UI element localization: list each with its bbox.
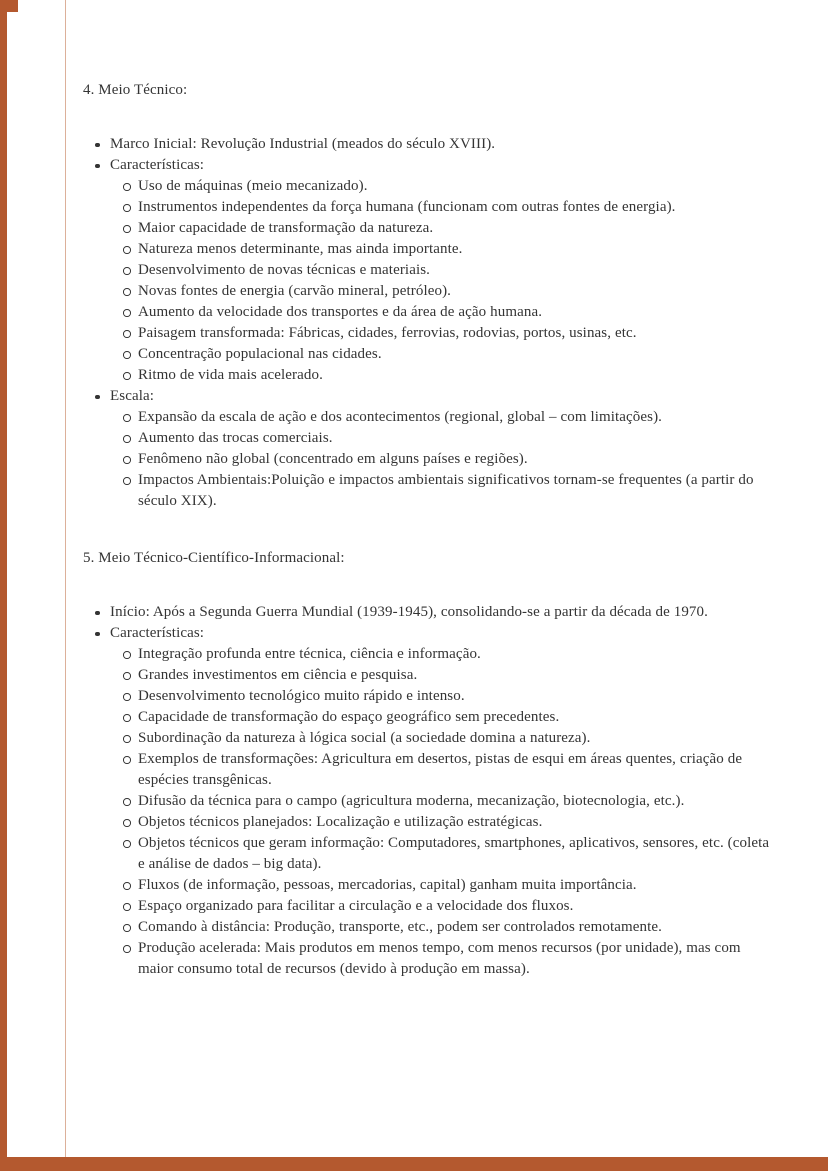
list-item-group xyxy=(83,134,772,155)
bullet-circle-icon xyxy=(123,728,138,749)
bullet-circle-icon xyxy=(123,218,138,239)
bullet-circle-icon xyxy=(123,323,138,344)
list-item-text: Exemplos de transformações: Agricultura em desertos, pistas de esqui em áreas quentes, criação de espécies transgênicas. xyxy=(138,751,743,788)
list-item-group xyxy=(83,302,772,323)
section-list xyxy=(83,602,772,980)
bullet-dot-icon xyxy=(95,602,110,623)
bullet-circle-icon xyxy=(123,686,138,707)
list-item xyxy=(83,470,772,512)
list-item-text: Escala: xyxy=(110,388,155,404)
list-item-group xyxy=(83,665,772,686)
bullet-circle-icon xyxy=(123,428,138,449)
bullet-circle-icon xyxy=(123,449,138,470)
list-item-text: Objetos técnicos que geram informação: Computadores, smartphones, aplicativos, sensores, etc. (coleta e análise de dados – big data). xyxy=(138,835,770,872)
bullet-circle-icon xyxy=(123,812,138,833)
list-item xyxy=(83,428,772,449)
list-item-group xyxy=(83,281,772,302)
list-item-group xyxy=(83,386,772,512)
list-item-group xyxy=(83,728,772,749)
list-item xyxy=(83,938,772,980)
list-item xyxy=(83,407,772,428)
list-item xyxy=(83,344,772,365)
list-item-text: Fenômeno não global (concentrado em alguns países e regiões). xyxy=(138,451,528,467)
list-item-text: Novas fontes de energia (carvão mineral, petróleo). xyxy=(138,283,452,299)
list-item-group xyxy=(83,623,772,980)
list-item-text: Integração profunda entre técnica, ciência e informação. xyxy=(138,646,481,662)
list-item xyxy=(83,134,772,155)
bullet-circle-icon xyxy=(123,938,138,959)
list-item-text: Espaço organizado para facilitar a circulação e a velocidade dos fluxos. xyxy=(138,898,574,914)
list-item xyxy=(83,623,772,644)
list-item xyxy=(83,644,772,665)
list-item-group xyxy=(83,749,772,791)
list-item xyxy=(83,602,772,623)
list-item-group xyxy=(83,428,772,449)
list-item xyxy=(83,239,772,260)
bullet-circle-icon xyxy=(123,833,138,854)
margin-rule xyxy=(65,0,66,1157)
list-item xyxy=(83,281,772,302)
list-item xyxy=(83,197,772,218)
list-item-text: Instrumentos independentes da força humana (funcionam com outras fontes de energia). xyxy=(138,199,676,215)
bullet-dot-icon xyxy=(95,155,110,176)
bullet-circle-icon xyxy=(123,896,138,917)
list-item-group xyxy=(83,365,772,386)
list-item-group xyxy=(83,875,772,896)
list-item xyxy=(83,365,772,386)
list-item xyxy=(83,707,772,728)
bullet-circle-icon xyxy=(123,281,138,302)
list-item-text: Início: Após a Segunda Guerra Mundial (1939-1945), consolidando-se a partir da década de 1970. xyxy=(110,604,708,620)
list-item-text: Maior capacidade de transformação da natureza. xyxy=(138,220,434,236)
bullet-circle-icon xyxy=(123,749,138,770)
bullet-dot-icon xyxy=(95,134,110,155)
list-item-text: Objetos técnicos planejados: Localização e utilização estratégicas. xyxy=(138,814,543,830)
list-item-text: Marco Inicial: Revolução Industrial (meados do século XVIII). xyxy=(110,136,496,152)
bullet-circle-icon xyxy=(123,344,138,365)
list-item xyxy=(83,665,772,686)
bullet-circle-icon xyxy=(123,470,138,491)
list-item-group xyxy=(83,686,772,707)
list-item-text: Aumento das trocas comerciais. xyxy=(138,430,333,446)
list-item-group xyxy=(83,833,772,875)
section-heading: 5. Meio Técnico-Científico-Informacional: xyxy=(83,550,345,566)
document-body xyxy=(83,80,772,980)
bullet-dot-icon xyxy=(95,623,110,644)
list-item-group xyxy=(83,896,772,917)
list-item-group xyxy=(83,155,772,386)
notes-page xyxy=(7,0,828,1157)
list-item xyxy=(83,176,772,197)
list-item-text: Concentração populacional nas cidades. xyxy=(138,346,382,362)
list-item-text: Difusão da técnica para o campo (agricultura moderna, mecanização, biotecnologia, etc.). xyxy=(138,793,685,809)
list-item-text: Capacidade de transformação do espaço geográfico sem precedentes. xyxy=(138,709,560,725)
bullet-circle-icon xyxy=(123,791,138,812)
list-item xyxy=(83,833,772,875)
list-item-text: Ritmo de vida mais acelerado. xyxy=(138,367,323,383)
list-item-text: Expansão da escala de ação e dos acontecimentos (regional, global – com limitações). xyxy=(138,409,663,425)
list-item xyxy=(83,749,772,791)
bullet-circle-icon xyxy=(123,239,138,260)
bullet-circle-icon xyxy=(123,644,138,665)
bullet-circle-icon xyxy=(123,875,138,896)
list-item xyxy=(83,323,772,344)
bullet-circle-icon xyxy=(123,917,138,938)
list-item xyxy=(83,449,772,470)
list-item xyxy=(83,218,772,239)
list-item xyxy=(83,728,772,749)
list-item-text: Paisagem transformada: Fábricas, cidades, ferrovias, rodovias, portos, usinas, etc. xyxy=(138,325,637,341)
list-item-group xyxy=(83,812,772,833)
list-item xyxy=(83,155,772,176)
bullet-circle-icon xyxy=(123,176,138,197)
bullet-circle-icon xyxy=(123,707,138,728)
list-item-group xyxy=(83,938,772,980)
list-item xyxy=(83,812,772,833)
list-item xyxy=(83,686,772,707)
list-item-text: Desenvolvimento tecnológico muito rápido e intenso. xyxy=(138,688,465,704)
list-item-group xyxy=(83,323,772,344)
list-item-group xyxy=(83,260,772,281)
list-item-group xyxy=(83,707,772,728)
list-item-group xyxy=(83,917,772,938)
list-item-group xyxy=(83,197,772,218)
list-item-group xyxy=(83,791,772,812)
list-item-text: Grandes investimentos em ciência e pesquisa. xyxy=(138,667,418,683)
list-item-group xyxy=(83,470,772,512)
bullet-circle-icon xyxy=(123,260,138,281)
list-item-group xyxy=(83,449,772,470)
document-section xyxy=(83,548,772,980)
list-item-text: Fluxos (de informação, pessoas, mercadorias, capital) ganham muita importância. xyxy=(138,877,637,893)
list-item xyxy=(83,875,772,896)
list-item-group xyxy=(83,644,772,665)
section-heading: 4. Meio Técnico: xyxy=(83,82,188,98)
list-item-text: Características: xyxy=(110,625,205,641)
list-item-text: Aumento da velocidade dos transportes e da área de ação humana. xyxy=(138,304,543,320)
list-item-group xyxy=(83,218,772,239)
list-item-text: Subordinação da natureza à lógica social (a sociedade domina a natureza). xyxy=(138,730,591,746)
list-item-text: Produção acelerada: Mais produtos em menos tempo, com menos recursos (por unidade), mas com maior consumo total de recursos (devido à produção em massa). xyxy=(138,940,741,977)
list-item-group xyxy=(83,407,772,428)
list-item-text: Desenvolvimento de novas técnicas e materiais. xyxy=(138,262,431,278)
bullet-circle-icon xyxy=(123,407,138,428)
list-item xyxy=(83,896,772,917)
list-item-group xyxy=(83,344,772,365)
list-item-text: Uso de máquinas (meio mecanizado). xyxy=(138,178,368,194)
list-item-text: Comando à distância: Produção, transporte, etc., podem ser controlados remotamente. xyxy=(138,919,662,935)
document-section xyxy=(83,80,772,512)
bullet-circle-icon xyxy=(123,665,138,686)
list-item xyxy=(83,260,772,281)
list-item xyxy=(83,791,772,812)
list-item xyxy=(83,302,772,323)
bullet-circle-icon xyxy=(123,302,138,323)
section-list xyxy=(83,134,772,512)
bullet-circle-icon xyxy=(123,197,138,218)
list-item-group xyxy=(83,239,772,260)
list-item-text: Impactos Ambientais:Poluição e impactos ambientais significativos tornam-se frequentes (a partir do século XIX). xyxy=(138,472,754,509)
page-frame-corner xyxy=(7,0,18,12)
list-item xyxy=(83,386,772,407)
list-item-group xyxy=(83,602,772,623)
list-item xyxy=(83,917,772,938)
bullet-circle-icon xyxy=(123,365,138,386)
list-item-group xyxy=(83,176,772,197)
bullet-dot-icon xyxy=(95,386,110,407)
list-item-text: Natureza menos determinante, mas ainda importante. xyxy=(138,241,463,257)
list-item-text: Características: xyxy=(110,157,205,173)
